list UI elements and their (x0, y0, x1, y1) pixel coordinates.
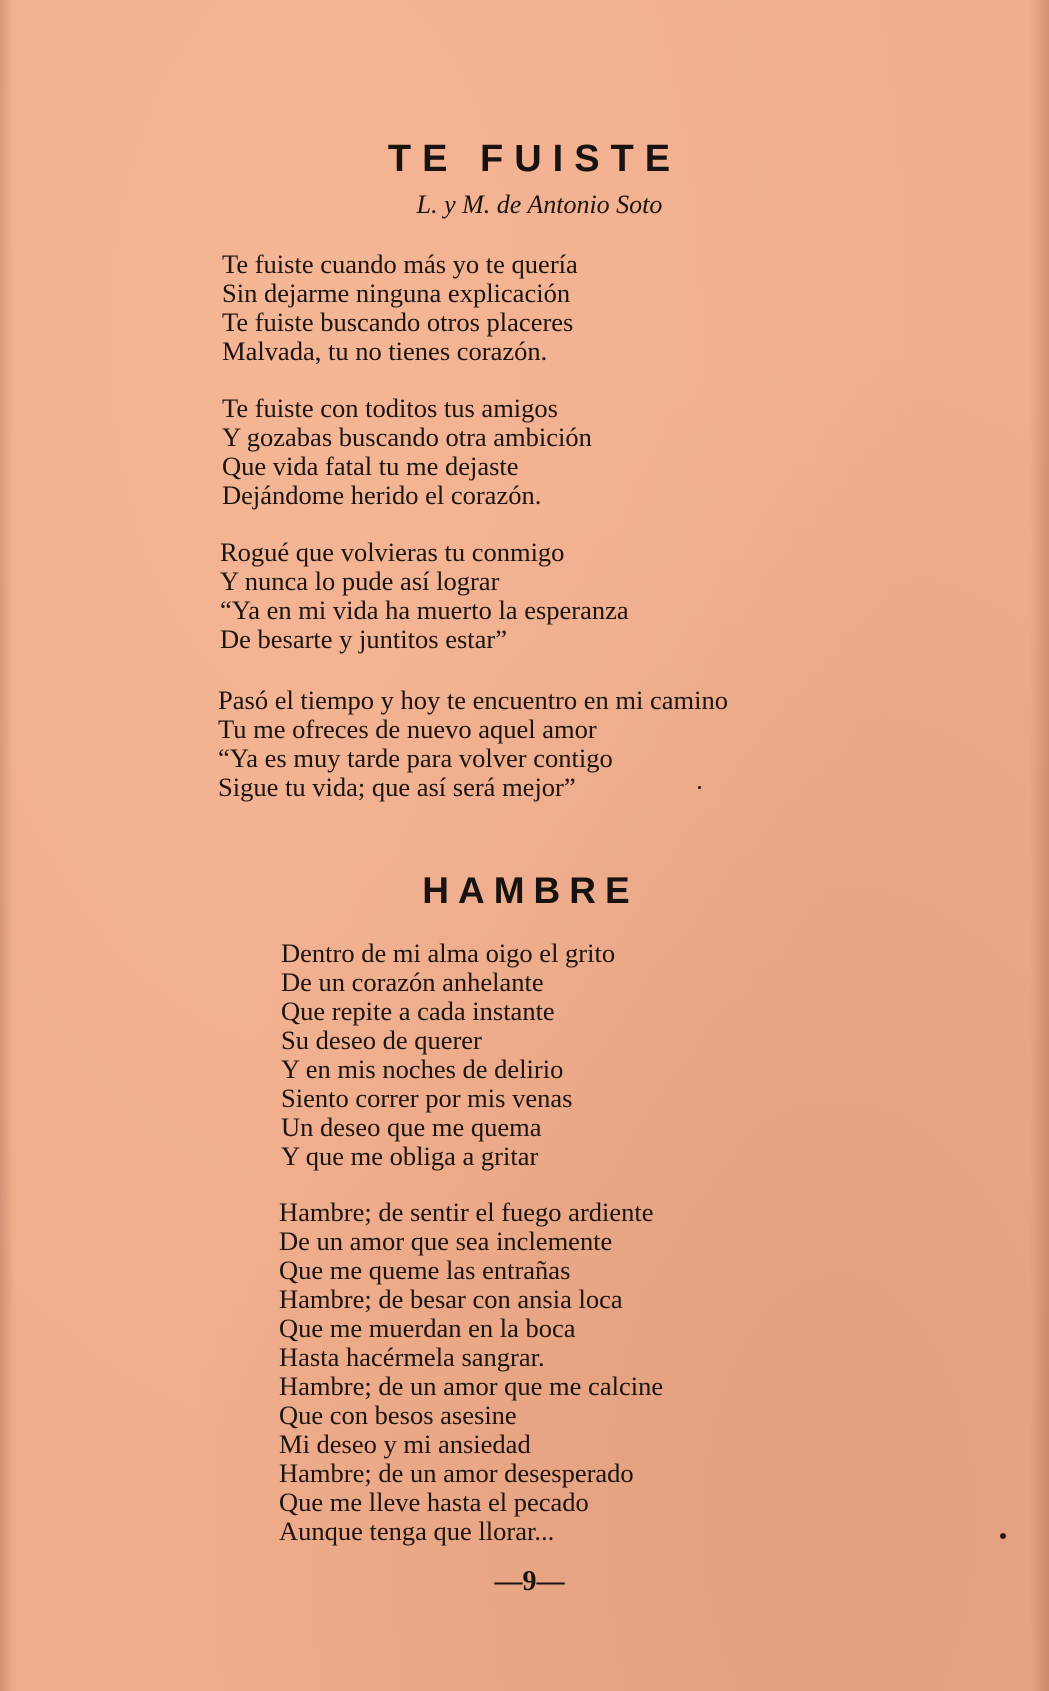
lyric-line: Mi deseo y mi ansiedad (279, 1429, 531, 1459)
stanza-1 (222, 250, 578, 366)
stanza-2 (222, 394, 592, 510)
lyric-line: Malvada, tu no tienes corazón. (222, 336, 548, 366)
lyric-line: Y gozabas buscando otra ambición (222, 422, 592, 452)
lyric-line: De un corazón anhelante (281, 967, 544, 997)
song-title-te-fuiste: TE FUISTE (387, 138, 682, 180)
lyric-line: Te fuiste cuando más yo te quería (222, 249, 578, 279)
lyric-line: “Ya es muy tarde para volver contigo (218, 743, 613, 773)
lyric-line: Su deseo de querer (281, 1025, 482, 1055)
page-number: —9— (494, 1566, 565, 1597)
lyric-line: Hambre; de sentir el fuego ardiente (279, 1197, 654, 1227)
lyric-line: Hasta hacérmela sangrar. (279, 1342, 545, 1372)
lyric-line: Sin dejarme ninguna explicación (222, 278, 571, 308)
song-credit: L. y M. de Antonio Soto (416, 190, 663, 219)
stanza-4 (218, 686, 728, 802)
ink-speck (698, 786, 701, 789)
lyric-line: Aunque tenga que llorar... (279, 1516, 555, 1546)
lyric-line: De un amor que sea inclemente (279, 1226, 613, 1256)
lyric-line: Y en mis noches de delirio (281, 1054, 564, 1084)
lyric-line: Que vida fatal tu me dejaste (222, 451, 519, 481)
lyric-line: Hambre; de un amor que me calcine (279, 1371, 664, 1401)
lyric-line: Que me lleve hasta el pecado (279, 1487, 589, 1517)
lyric-line: Un deseo que me quema (281, 1112, 542, 1142)
lyric-line: Sigue tu vida; que así será mejor” (218, 772, 576, 802)
stanza-6 (279, 1198, 663, 1546)
lyric-line: Te fuiste con toditos tus amigos (222, 393, 558, 423)
lyric-line: Dentro de mi alma oigo el grito (281, 938, 616, 968)
lyric-line: Tu me ofreces de nuevo aquel amor (218, 714, 597, 744)
song-title-hambre: HAMBRE (422, 870, 639, 911)
lyric-line: Rogué que volvieras tu conmigo (220, 537, 565, 567)
lyric-line: Dejándome herido el corazón. (222, 480, 542, 510)
lyric-line: De besarte y juntitos estar” (220, 624, 507, 654)
lyric-line: Hambre; de besar con ansia loca (279, 1284, 623, 1314)
stanza-5 (281, 939, 615, 1171)
lyric-line: Te fuiste buscando otros placeres (222, 307, 574, 337)
lyric-line: Hambre; de un amor desesperado (279, 1458, 634, 1488)
lyric-line: Siento correr por mis venas (281, 1083, 573, 1113)
lyric-line: Que me queme las entrañas (279, 1255, 571, 1285)
ink-speck (1000, 1533, 1006, 1539)
lyric-line: Y que me obliga a gritar (281, 1141, 539, 1171)
lyric-line: Y nunca lo pude así lograr (220, 566, 500, 596)
lyric-line: Pasó el tiempo y hoy te encuentro en mi camino (218, 685, 728, 715)
lyric-line: Que con besos asesine (279, 1400, 517, 1430)
lyric-line: Que me muerdan en la boca (279, 1313, 576, 1343)
stanza-3 (220, 538, 629, 654)
lyric-line: Que repite a cada instante (281, 996, 555, 1026)
lyric-line: “Ya en mi vida ha muerto la esperanza (220, 595, 629, 625)
